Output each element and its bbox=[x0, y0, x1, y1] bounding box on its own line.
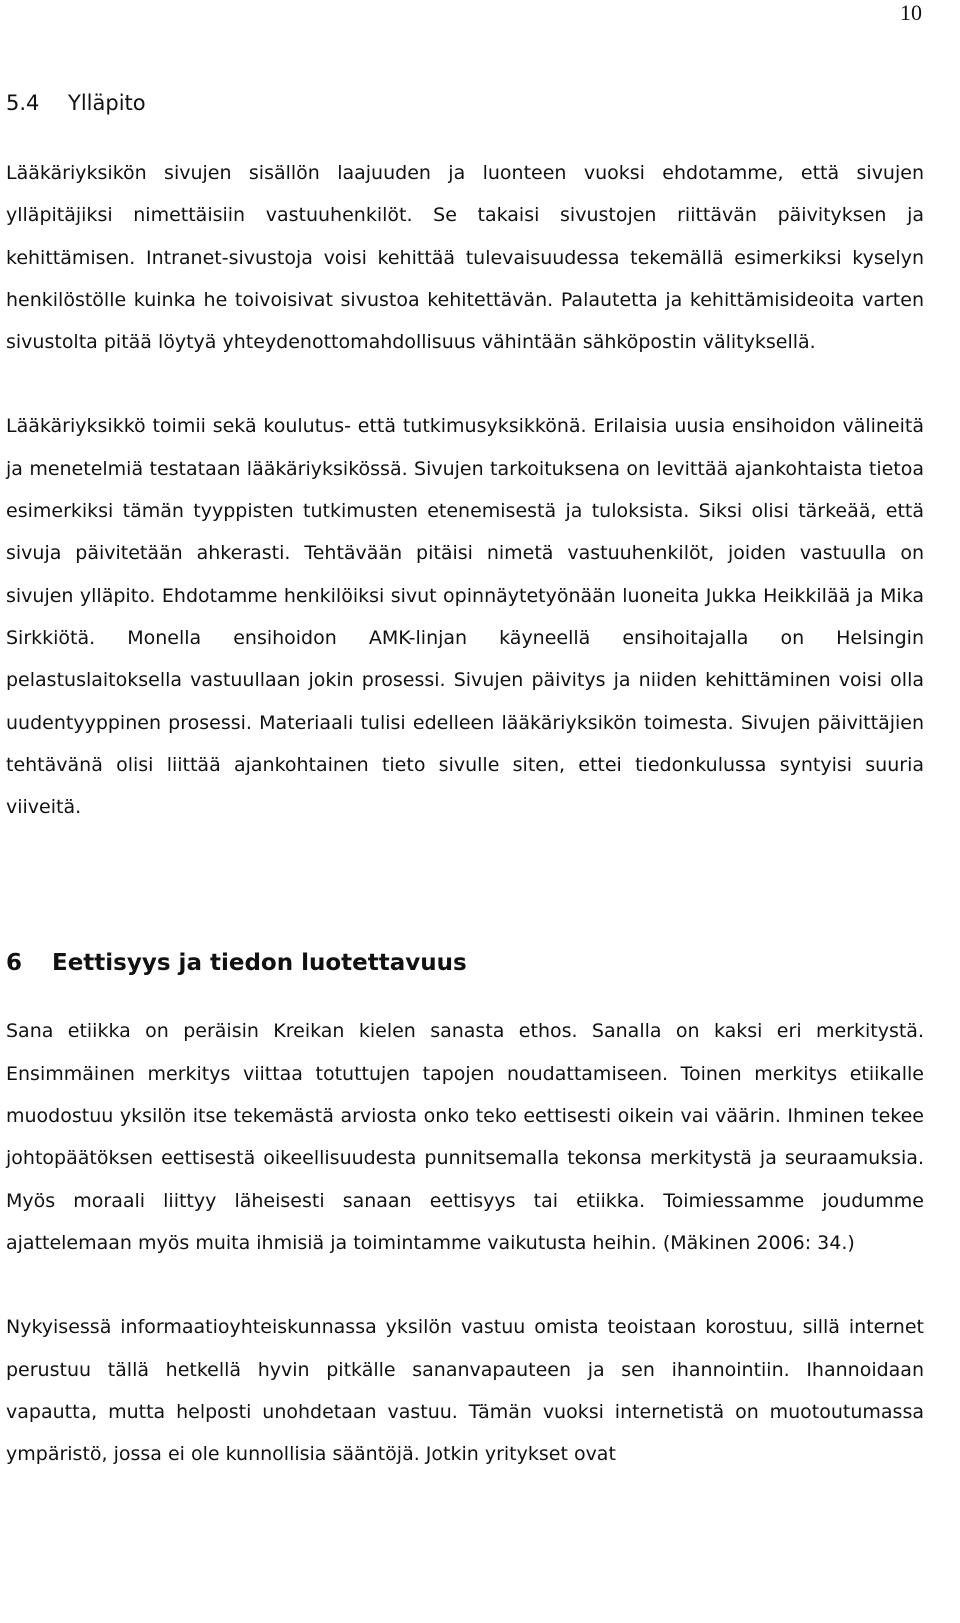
chapter-number: 6 bbox=[6, 950, 23, 977]
section-heading bbox=[6, 86, 924, 120]
section-title: Ylläpito bbox=[68, 91, 146, 115]
paragraph: Sana etiikka on peräisin Kreikan kielen sanasta ethos. Sanalla on kaksi eri merkitystä. Ensimmäinen merkitys viittaa totuttujen tapojen noudattamiseen. Toinen merkitys etiikalle muodostuu yksilön itse tekemästä arviosta onko teko eettisesti oikein vai väärin. Ihminen tekee johtopäätöksen eettisestä oikeellisuudesta punnitsemalla tekonsa merkitystä ja seuraamuksia. Myös moraali liittyy läheisesti sanaan eettisyys tai etiikka. Toimiessamme joudumme ajattelemaan myös muita ihmisiä ja toimintamme vaikutusta heihin. (Mäkinen 2006: 34.) bbox=[6, 1020, 924, 1254]
page-number: 10 bbox=[900, 0, 922, 25]
paragraph: Lääkäriyksikkö toimii sekä koulutus- että tutkimusyksikkönä. Erilaisia uusia ensihoidon välineitä ja menetelmiä testataan lääkäriyksikössä. Sivujen tarkoituksena on levittää ajankohtaista tietoa esimerkiksi tämän tyyppisten tutkimusten etenemisestä ja tuloksista. Siksi olisi tärkeää, että sivuja päivitetään ahkerasti. Tehtävään pitäisi nimetä vastuuhenkilöt, joiden vastuulla on sivujen ylläpito. Ehdotamme henkilöiksi sivut opinnäytetyönään luoneita Jukka Heikkilää ja Mika Sirkkiötä. Monella ensihoidon AMK-linjan käyneellä ensihoitajalla on Helsingin pelastuslaitoksella vastuullaan jokin prosessi. Sivujen päivitys ja niiden kehittäminen voisi olla uudentyyppinen prosessi. Materiaali tulisi edelleen lääkäriyksikön toimesta. Sivujen päivittäjien tehtävänä olisi liittää ajankohtainen tieto sivulle siten, ettei tiedonkulussa syntyisi suuria viiveitä. bbox=[6, 415, 924, 819]
document-body bbox=[6, 86, 924, 1475]
section-number: 5.4 bbox=[6, 91, 40, 115]
chapter-title: Eettisyys ja tiedon luotettavuus bbox=[52, 950, 467, 977]
paragraph: Nykyisessä informaatioyhteiskunnassa yksilön vastuu omista teoistaan korostuu, sillä internet perustuu tällä hetkellä hyvin pitkälle sananvapauteen ja sen ihannointiin. Ihannoidaan vapautta, mutta helposti unohdetaan vastuu. Tämän vuoksi internetistä on muotoutumassa ympäristö, jossa ei ole kunnollisia sääntöjä. Jotkin yritykset ovat bbox=[6, 1316, 924, 1466]
paragraph: Lääkäriyksikön sivujen sisällön laajuuden ja luonteen vuoksi ehdotamme, että sivujen ylläpitäjiksi nimettäisiin vastuuhenkilöt. Se takaisi sivustojen riittävän päivityksen ja kehittämisen. Intranet-sivustoja voisi kehittää tulevaisuudessa tekemällä esimerkiksi kyselyn henkilöstölle kuinka he toivoisivat sivustoa kehitettävän. Palautetta ja kehittämisideoita varten sivustolta pitää löytyä yhteydenottomahdollisuus vähintään sähköpostin välityksellä. bbox=[6, 162, 924, 354]
chapter-heading bbox=[6, 946, 924, 980]
